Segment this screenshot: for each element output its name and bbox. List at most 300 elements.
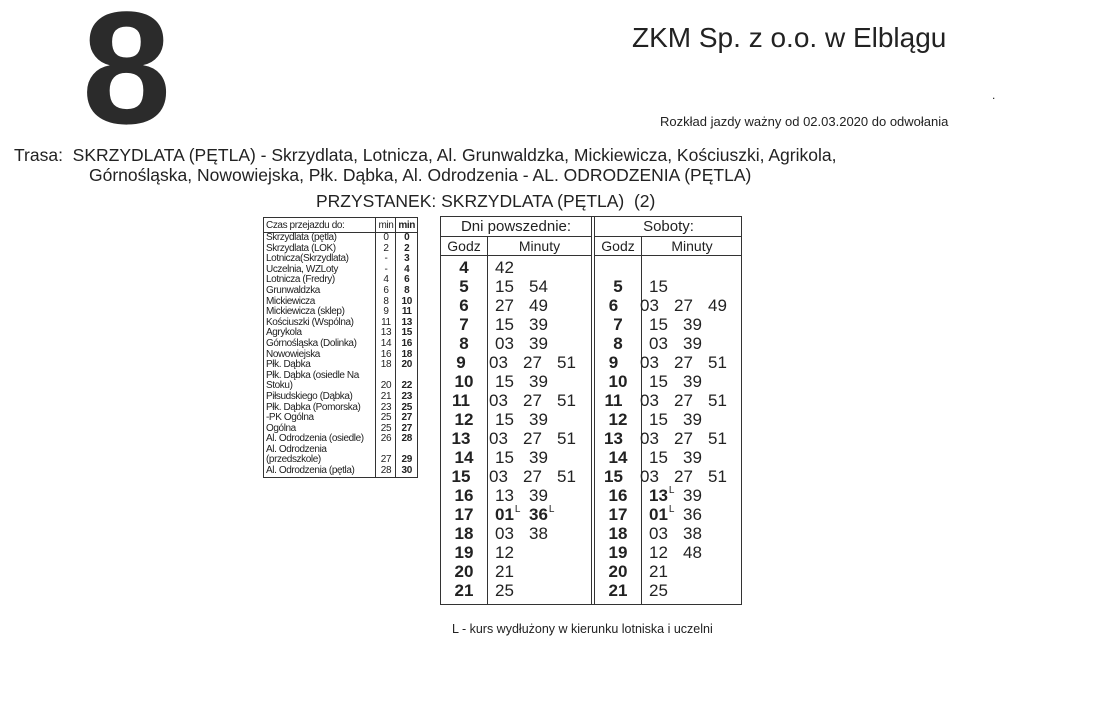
- hour-row: [441, 315, 591, 334]
- hour: 21: [454, 581, 474, 600]
- travel-row: [264, 466, 417, 477]
- departure-minute: [529, 505, 563, 524]
- departure-minute: [529, 448, 563, 467]
- minute-value: 03: [640, 429, 659, 448]
- travel-min-1: 9: [376, 307, 396, 318]
- hour-row: [595, 277, 742, 296]
- minute-value: 27: [523, 429, 542, 448]
- legend-note: L - kurs wydłużony w kierunku lotniska i uczelni: [452, 622, 713, 636]
- travel-stop-name: Płk. Dąbka (osiedle Na Stoku): [266, 369, 359, 392]
- travel-min-2: 18: [396, 350, 417, 361]
- minute-value: 01: [495, 505, 514, 524]
- travel-header-row: [264, 218, 417, 233]
- departure-minute: [683, 448, 717, 467]
- departure-minute: [683, 505, 717, 524]
- minute-value: 15: [649, 410, 668, 429]
- minute-value: 03: [649, 334, 668, 353]
- travel-stop-name: Płk. Dąbka: [266, 359, 311, 371]
- departure-minute: [557, 353, 591, 372]
- hour: 5: [613, 277, 623, 296]
- departure-minute: [495, 334, 529, 353]
- departure-minute: [495, 296, 529, 315]
- hour: 5: [459, 277, 469, 296]
- hour-row: [441, 258, 591, 277]
- travel-min-2: 27: [396, 424, 417, 435]
- travel-min-2: 28: [396, 434, 417, 445]
- hour-row: [441, 562, 591, 581]
- hour-row: [595, 258, 742, 277]
- departure-minute: [708, 296, 742, 315]
- stop-title: PRZYSTANEK: SKRZYDLATA (PĘTLA) (2): [316, 191, 656, 211]
- departure-minute: [674, 429, 708, 448]
- minute-value: 49: [708, 296, 727, 315]
- minute-value: 27: [523, 467, 542, 486]
- departure-minute: [495, 372, 529, 391]
- route-description: [14, 145, 836, 185]
- departure-minute: [529, 486, 563, 505]
- departure-minute: [649, 505, 683, 524]
- travel-min-1: 6: [376, 286, 396, 297]
- hour: 9: [456, 353, 466, 372]
- departure-minute: [529, 524, 563, 543]
- hour: 10: [454, 372, 474, 391]
- departure-minute: [529, 296, 563, 315]
- minute-value: 15: [495, 277, 514, 296]
- hour: 16: [608, 486, 628, 505]
- travel-min-2: 23: [396, 392, 417, 403]
- hour: 8: [459, 334, 469, 353]
- extended-route-mark: L: [668, 485, 675, 496]
- hour: 11: [452, 391, 470, 410]
- extended-route-mark: L: [668, 504, 675, 515]
- departure-minute: [523, 467, 557, 486]
- departure-minute: [649, 486, 683, 505]
- hour: 18: [608, 524, 628, 543]
- minute-value: 03: [489, 353, 508, 372]
- hour-row: [441, 524, 591, 543]
- hour: 15: [451, 467, 471, 486]
- minute-value: 21: [649, 562, 668, 581]
- hour: 13: [604, 429, 623, 448]
- travel-min-2: 4: [396, 265, 417, 276]
- minute-value: 39: [529, 372, 548, 391]
- minute-value: 27: [674, 353, 693, 372]
- departure-minute: [495, 277, 529, 296]
- hour: 10: [608, 372, 628, 391]
- departure-minute: [640, 391, 674, 410]
- departure-minute: [708, 353, 742, 372]
- travel-stop-name: -PK Ogólna: [266, 412, 314, 424]
- minute-value: 03: [489, 429, 508, 448]
- departure-minute: [495, 543, 529, 562]
- departure-minute: [649, 315, 683, 334]
- minute-value: 15: [495, 315, 514, 334]
- travel-stop-name: Al. Odrodzenia (pętla): [266, 465, 355, 477]
- departure-minute: [523, 391, 557, 410]
- route-line-1: Trasa: SKRZYDLATA (PĘTLA) - Skrzydlata, Lotnicza, Al. Grunwaldzka, Mickiewicza, Kościuszki, Agrikola,: [14, 145, 837, 165]
- travel-min-2: 11: [396, 307, 417, 318]
- validity-text: Rozkład jazdy ważny od 02.03.2020 do odwołania: [660, 114, 949, 129]
- travel-min-2: 8: [396, 286, 417, 297]
- hour-row: [441, 410, 591, 429]
- minute-value: 48: [683, 543, 702, 562]
- travel-min-2: 25: [396, 403, 417, 414]
- departure-minute: [683, 372, 717, 391]
- minute-value: 12: [649, 543, 668, 562]
- hour-row: [441, 581, 591, 600]
- route-line-2: Górnośląska, Nowowiejska, Płk. Dąbka, Al. Odrodzenia - AL. ODRODZENIA (PĘTLA): [89, 165, 752, 185]
- departure-minute: [649, 448, 683, 467]
- travel-min-1: 23: [376, 403, 396, 414]
- travel-min-1: 13: [376, 328, 396, 339]
- departure-minute: [529, 410, 563, 429]
- travel-row: [264, 392, 417, 403]
- minute-value: 03: [489, 467, 508, 486]
- departure-minute: [674, 391, 708, 410]
- hour-row: [441, 334, 591, 353]
- hour-row: [595, 372, 742, 391]
- weekday-hour-label: Godz: [441, 237, 488, 255]
- minute-value: 39: [529, 334, 548, 353]
- hour: 17: [608, 505, 628, 524]
- minute-value: 54: [529, 277, 548, 296]
- travel-stop-name: Skrzydlata (pętla): [266, 232, 337, 243]
- hour: 13: [451, 429, 471, 448]
- travel-min-2: 6: [396, 275, 417, 286]
- hour: 7: [459, 315, 469, 334]
- hour: 15: [604, 467, 623, 486]
- travel-col1-header: min: [376, 218, 396, 233]
- travel-min-1: 0: [376, 233, 396, 244]
- hour-row: [441, 448, 591, 467]
- minute-value: 51: [708, 429, 727, 448]
- hour-row: [595, 429, 742, 448]
- weekday-minutes-label: Minuty: [518, 238, 561, 254]
- hour-row: [595, 410, 742, 429]
- minute-value: 25: [649, 581, 668, 600]
- company-name: ZKM Sp. z o.o. w Elblągu: [632, 22, 947, 53]
- departure-minute: [529, 334, 563, 353]
- hour-row: [441, 391, 591, 410]
- departure-minute: [495, 486, 529, 505]
- extended-route-mark: L: [514, 504, 521, 515]
- minute-value: 15: [495, 372, 514, 391]
- departure-minute: [495, 448, 529, 467]
- minute-value: 27: [674, 467, 693, 486]
- departure-minute: [495, 524, 529, 543]
- hour: 20: [454, 562, 474, 581]
- travel-stop-name: Lotnicza (Fredry): [266, 274, 335, 286]
- departure-minute: [683, 524, 717, 543]
- hour: 16: [454, 486, 474, 505]
- saturday-hour-label: Godz: [595, 237, 642, 255]
- minute-value: 15: [495, 448, 514, 467]
- travel-min-1: -: [376, 254, 396, 265]
- departure-minute: [489, 467, 523, 486]
- saturday-minutes-label: Minuty: [671, 238, 713, 254]
- weekday-column: [441, 217, 592, 604]
- departure-minute: [640, 429, 674, 448]
- minute-value: 36: [529, 505, 548, 524]
- weekday-title: Dni powszednie:: [441, 217, 591, 237]
- travel-stop-name: Uczelnia, WZLoty: [266, 263, 338, 275]
- minute-value: 27: [495, 296, 514, 315]
- minute-value: 01: [649, 505, 668, 524]
- departure-minute: [489, 353, 523, 372]
- minute-value: 15: [649, 277, 668, 296]
- travel-min-1: 27: [376, 445, 396, 466]
- minute-value: 15: [649, 448, 668, 467]
- travel-stop-name: Al. Odrodzenia (osiedle): [266, 433, 364, 445]
- departure-minute: [683, 334, 717, 353]
- travel-stop-name: Mickiewicza: [266, 295, 315, 307]
- travel-stop-name: Płk. Dąbka (Pomorska): [266, 401, 361, 413]
- hour-row: [595, 296, 742, 315]
- minute-value: 27: [523, 353, 542, 372]
- travel-min-2: 27: [396, 413, 417, 424]
- departure-minute: [495, 410, 529, 429]
- travel-min-1: 14: [376, 339, 396, 350]
- travel-min-2: 20: [396, 360, 417, 371]
- hour: 7: [613, 315, 623, 334]
- hour-row: [441, 467, 591, 486]
- minute-value: 51: [708, 467, 727, 486]
- hour: 14: [608, 448, 628, 467]
- travel-time-table: [263, 217, 418, 478]
- travel-row: [264, 233, 417, 244]
- minute-value: 51: [708, 353, 727, 372]
- minute-value: 51: [557, 391, 576, 410]
- minute-value: 27: [523, 391, 542, 410]
- minute-value: 51: [557, 467, 576, 486]
- hour-row: [595, 334, 742, 353]
- minute-value: 38: [529, 524, 548, 543]
- travel-row: [264, 339, 417, 350]
- minute-value: 03: [489, 391, 508, 410]
- hour-row: [595, 448, 742, 467]
- departure-minute: [708, 467, 742, 486]
- hour-row: [441, 505, 591, 524]
- travel-min-1: 2: [376, 244, 396, 255]
- departure-minute: [649, 543, 683, 562]
- departure-minute: [495, 505, 529, 524]
- travel-min-1: 25: [376, 424, 396, 435]
- minute-value: 03: [649, 524, 668, 543]
- hour: 11: [604, 391, 623, 410]
- travel-min-1: 18: [376, 360, 396, 371]
- departure-minute: [674, 353, 708, 372]
- hour: 14: [454, 448, 474, 467]
- travel-min-1: 16: [376, 350, 396, 361]
- minute-value: 12: [495, 543, 514, 562]
- departure-minute: [495, 562, 529, 581]
- departure-minute: [683, 543, 717, 562]
- departure-minute: [683, 410, 717, 429]
- travel-stop-name: Mickiewicza (sklep): [266, 306, 345, 318]
- travel-stop-name: Piłsudskiego (Dąbka): [266, 390, 353, 402]
- travel-row: [264, 445, 417, 466]
- saturday-title: Soboty:: [595, 217, 742, 237]
- minute-value: 51: [708, 391, 727, 410]
- minute-value: 51: [557, 353, 576, 372]
- minute-value: 51: [557, 429, 576, 448]
- departure-minute: [529, 315, 563, 334]
- hour-row: [441, 296, 591, 315]
- travel-stop-name: Nowowiejska: [266, 348, 320, 360]
- departure-minute: [708, 391, 742, 410]
- travel-stop-name: Grunwaldzka: [266, 284, 320, 296]
- departure-minute: [557, 391, 591, 410]
- travel-header: Czas przejazdu do:: [264, 218, 376, 233]
- minute-value: 39: [529, 410, 548, 429]
- minute-value: 36: [683, 505, 702, 524]
- travel-row: [264, 371, 417, 392]
- travel-min-2: 22: [396, 371, 417, 392]
- departure-minute: [649, 334, 683, 353]
- minute-value: 39: [529, 486, 548, 505]
- hour-row: [595, 353, 742, 372]
- hour: 17: [454, 505, 474, 524]
- minute-value: 39: [683, 486, 702, 505]
- hour: [595, 258, 641, 277]
- minute-value: 27: [674, 391, 693, 410]
- minute-value: 39: [683, 315, 702, 334]
- travel-min-2: 16: [396, 339, 417, 350]
- minute-value: 03: [640, 391, 659, 410]
- departure-minute: [529, 372, 563, 391]
- minute-value: 39: [683, 372, 702, 391]
- minute-value: 03: [640, 353, 659, 372]
- hour: 12: [608, 410, 628, 429]
- minute-value: 39: [529, 448, 548, 467]
- travel-col2-header: min: [396, 218, 417, 233]
- departure-minute: [489, 391, 523, 410]
- minute-value: 39: [683, 410, 702, 429]
- hour-row: [441, 353, 591, 372]
- minute-value: 15: [495, 410, 514, 429]
- minute-value: 27: [674, 429, 693, 448]
- hour: 9: [608, 353, 619, 372]
- travel-stop-name: Lotnicza(Skrzydlata): [266, 253, 349, 265]
- hour: 21: [608, 581, 628, 600]
- minute-value: 13: [649, 486, 668, 505]
- minute-value: 39: [683, 334, 702, 353]
- hour-row: [595, 315, 742, 334]
- departure-table: [440, 216, 742, 605]
- hour-row: [441, 277, 591, 296]
- departure-minute: [708, 429, 742, 448]
- minute-value: 15: [649, 372, 668, 391]
- line-number: 8: [82, 0, 167, 157]
- departure-minute: [523, 353, 557, 372]
- hour-row: [595, 543, 742, 562]
- hour: 4: [459, 258, 469, 277]
- departure-minute: [649, 581, 683, 600]
- minute-value: 27: [674, 296, 693, 315]
- travel-row: [264, 286, 417, 297]
- departure-minute: [674, 467, 708, 486]
- minute-value: 13: [495, 486, 514, 505]
- travel-min-1: 25: [376, 413, 396, 424]
- minute-value: 39: [529, 315, 548, 334]
- hour: 19: [454, 543, 474, 562]
- hour-row: [595, 562, 742, 581]
- departure-minute: [640, 296, 674, 315]
- extended-route-mark: L: [548, 504, 555, 515]
- minute-value: 03: [495, 524, 514, 543]
- hour: 20: [608, 562, 628, 581]
- travel-min-1: 21: [376, 392, 396, 403]
- hour: 19: [608, 543, 628, 562]
- departure-minute: [683, 486, 717, 505]
- travel-min-2: 13: [396, 318, 417, 329]
- hour-row: [441, 429, 591, 448]
- departure-minute: [557, 467, 591, 486]
- travel-min-2: 30: [396, 466, 417, 477]
- travel-min-2: 3: [396, 254, 417, 265]
- hour: 12: [454, 410, 474, 429]
- hour-row: [595, 581, 742, 600]
- departure-minute: [529, 277, 563, 296]
- departure-minute: [649, 410, 683, 429]
- minute-value: 25: [495, 581, 514, 600]
- departure-minute: [495, 581, 529, 600]
- travel-stop-name: Ogólna: [266, 422, 296, 434]
- minute-value: 03: [495, 334, 514, 353]
- hour-row: [441, 543, 591, 562]
- minute-value: 39: [683, 448, 702, 467]
- travel-min-1: 11: [376, 318, 396, 329]
- travel-stop-name: Skrzydlata (LOK): [266, 242, 336, 254]
- departure-minute: [683, 315, 717, 334]
- departure-minute: [649, 524, 683, 543]
- travel-stop-name: Kościuszki (Wspólna): [266, 316, 354, 328]
- departure-minute: [495, 315, 529, 334]
- departure-minute: [649, 562, 683, 581]
- hour: 8: [613, 334, 623, 353]
- minute-value: 38: [683, 524, 702, 543]
- dot-mark: .: [992, 88, 996, 102]
- travel-stop-name: Agrykola: [266, 327, 302, 339]
- saturday-column: [594, 217, 742, 604]
- departure-minute: [649, 372, 683, 391]
- minute-value: 42: [495, 258, 514, 277]
- departure-minute: [523, 429, 557, 448]
- travel-min-1: -: [376, 265, 396, 276]
- travel-min-2: 10: [396, 297, 417, 308]
- hour-row: [595, 505, 742, 524]
- travel-min-2: 15: [396, 328, 417, 339]
- minute-value: 49: [529, 296, 548, 315]
- travel-stop-name: Górnośląska (Dolinka): [266, 337, 357, 349]
- departure-minute: [557, 429, 591, 448]
- departure-minute: [649, 277, 683, 296]
- departure-minute: [640, 353, 674, 372]
- minute-value: 03: [640, 296, 659, 315]
- hour: 18: [454, 524, 474, 543]
- hour-row: [595, 391, 742, 410]
- departure-minute: [489, 429, 523, 448]
- hour: 6: [459, 296, 469, 315]
- travel-min-1: 26: [376, 434, 396, 445]
- travel-min-1: 4: [376, 275, 396, 286]
- hour-row: [595, 524, 742, 543]
- departure-minute: [674, 296, 708, 315]
- travel-min-2: 29: [396, 445, 417, 466]
- travel-min-2: 2: [396, 244, 417, 255]
- travel-stop-name: Al. Odrodzenia (przedszkole): [266, 443, 327, 466]
- travel-min-1: 8: [376, 297, 396, 308]
